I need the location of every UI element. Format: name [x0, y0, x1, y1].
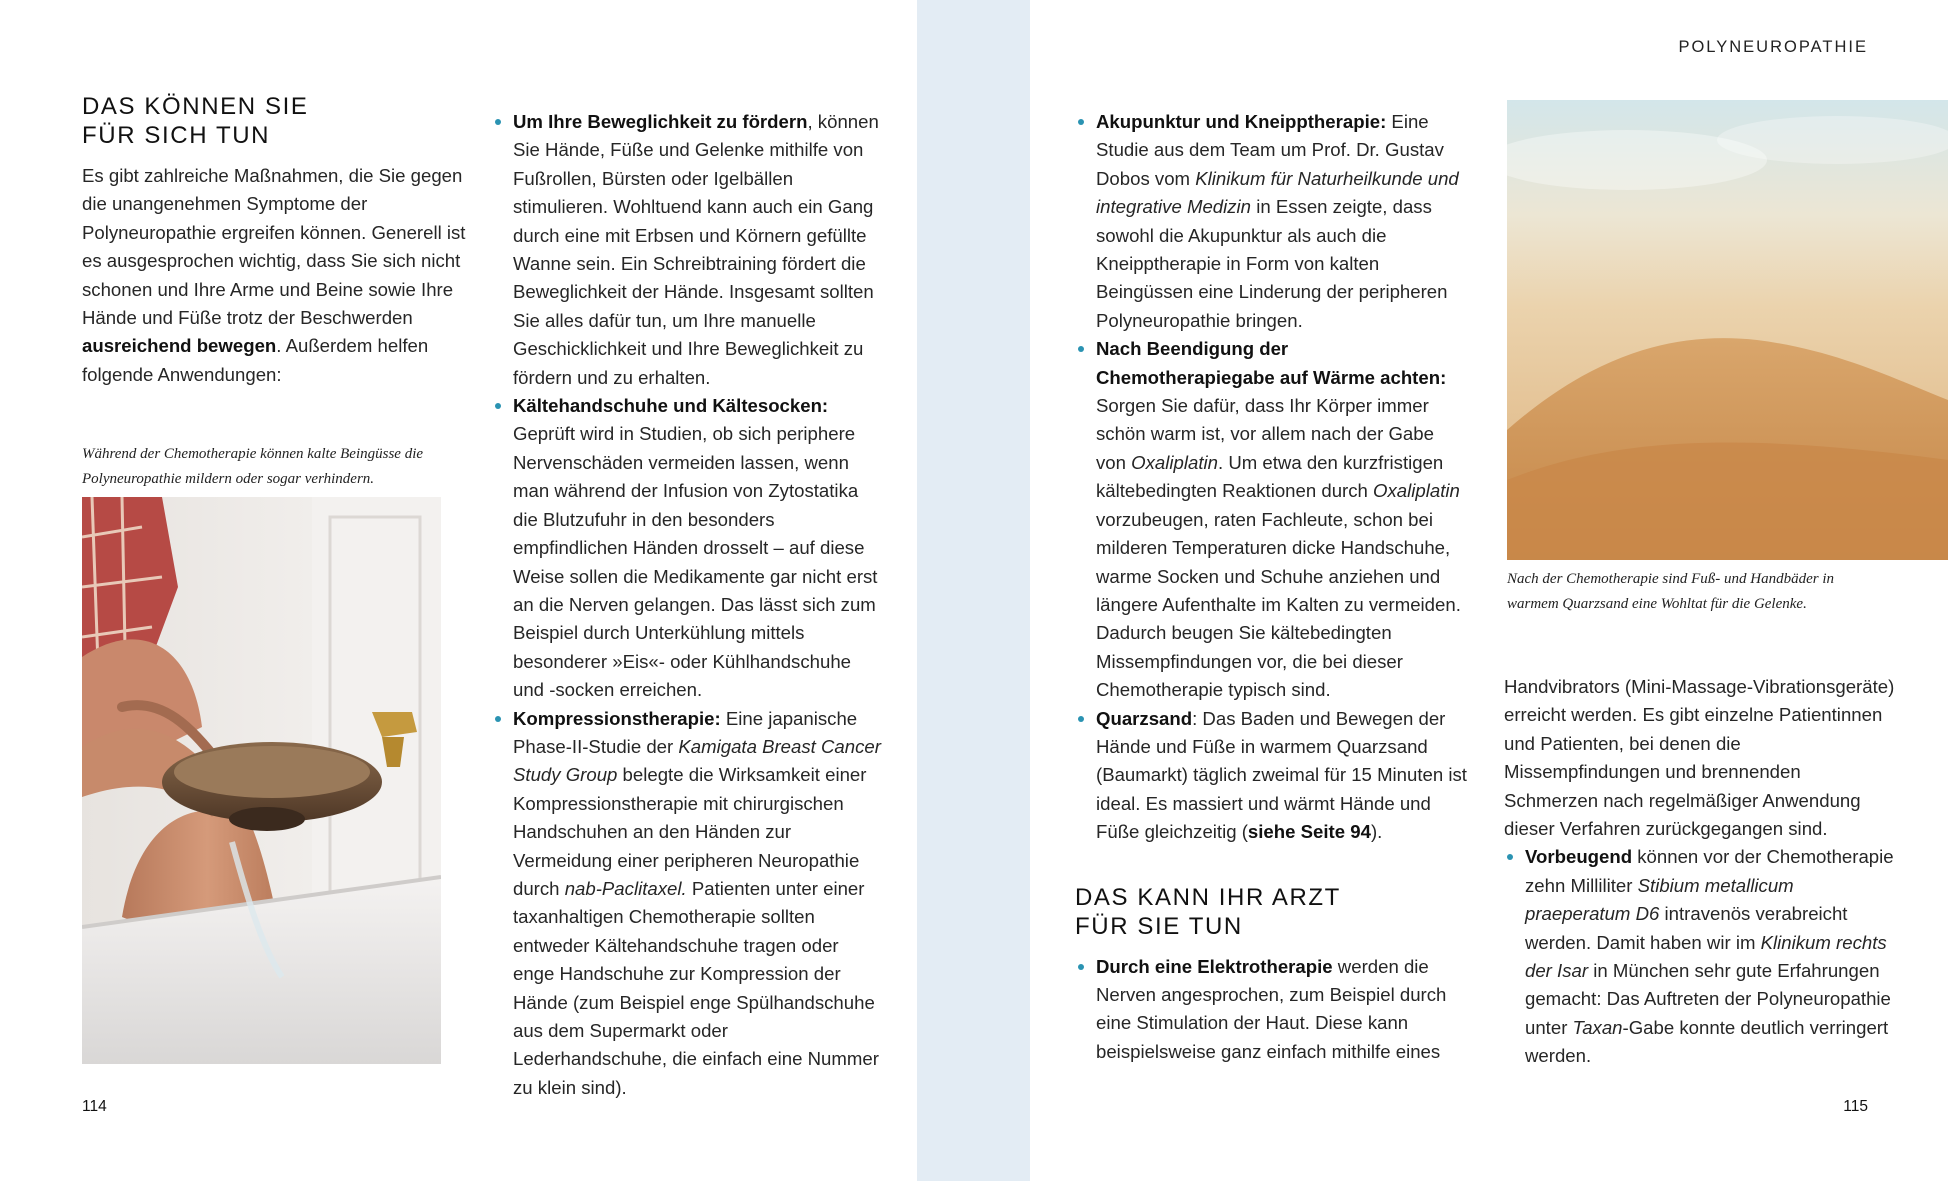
list-item-mobility: Um Ihre Beweglichkeit zu fördern, können Sie Hände, Füße und Gelenke mithilfe von Fußrollen, Bürsten oder Igelbällen stimulieren. Wohltuend kann auch ein Gang durch eine mit Erbsen und Körnern gefüllte Wanne sein. Ein Schreibtraining fördert die Beweglichkeit der Hände. Insgesamt sollten Sie alles dafür tun, um Ihre manuelle Geschicklichkeit und Ihre Beweglichkeit zu fördern und zu erhalten.: [492, 108, 884, 392]
list-item-electrotherapy: Durch eine Elektrotherapie werden die Nerven angesprochen, zum Beispiel durch eine Stimulation der Haut. Diese kann beispielsweise ganz einfach mithilfe eines: [1075, 953, 1467, 1067]
list-item-warmth: Nach Beendigung der Chemotherapiegabe auf Wärme achten: Sorgen Sie dafür, dass Ihr Körper immer schön warm ist, vor allem nach der Gabe von Oxaliplatin. Um etwa den kurzfristigen kältebedingten Reaktionen durch Oxaliplatin vorzubeugen, raten Fachleute, schon bei milderen Temperaturen dicke Handschuhe, warme Socken und Schuhe anziehen und längere Aufenthalte im Kalten zu vermeiden. Dadurch beugen Sie kältebedingten Missempfindungen vor, die bei dieser Chemotherapie typisch sind.: [1075, 335, 1467, 704]
self-care-list-continued: [1075, 108, 1467, 847]
running-head: POLYNEUROPATHIE: [1678, 38, 1868, 56]
list-item-cold-gloves: Kältehandschuhe und Kältesocken: Geprüft wird in Studien, ob sich periphere Nervenschäden vermeiden lassen, wenn man während der Infusion von Zytostatika die Blutzufuhr in den besonders empfindlichen Händen drosselt – auf diese Weise sollen die Medikamente gar nicht erst an die Nerven gelangen. Das lässt sich zum Beispiel durch Unterkühlung mittels besonderer »Eis«- oder Kühlhandschuhe und -socken erreichen.: [492, 392, 884, 704]
column-2: [492, 108, 884, 1102]
column-4: [1504, 673, 1896, 1071]
list-item-compression: Kompressionstherapie: Eine japanische Phase-II-Studie der Kamigata Breast Cancer Study Group belegte die Wirksamkeit einer Kompressionstherapie mit chirurgischen Handschuhen an den Händen zur Vermeidung einer peripheren Neuropathie durch nab-Paclitaxel. Patienten unter einer taxanhaltigen Chemotherapie sollten entweder Kältehandschuhe tragen oder enge Handschuhe zur Kompression der Hände (zum Beispiel enge Spülhandschuhe aus dem Supermarkt oder Lederhandschuhe, die einfach eine Nummer zu klein sind).: [492, 705, 884, 1103]
doctor-list: [1075, 953, 1467, 1067]
list-item-quartz-sand: Quarzsand: Das Baden und Bewegen der Hände und Füße in warmem Quarzsand (Baumarkt) täglich zweimal für 15 Minuten ist ideal. Es massiert und wärmt Hände und Füße gleichzeitig (siehe Seite 94).: [1075, 705, 1467, 847]
electrotherapy-continued: Handvibrators (Mini-Massage-Vibrationsgeräte) erreicht werden. Es gibt einzelne Patientinnen und Patienten, bei denen die Missempfindungen und brennenden Schmerzen nach regelmäßiger Anwendung dieser Verfahren zurückgegangen sind.: [1504, 676, 1895, 840]
page-number-left: 114: [82, 1098, 107, 1115]
photo-caption-sand: Nach der Chemotherapie sind Fuß- und Handbäder in warmem Quarzsand eine Wohltat für die Gelenke.: [1507, 571, 1835, 612]
sand-illustration: [1507, 100, 1948, 560]
footbath-illustration: [82, 497, 441, 1064]
list-item-preventive: Vorbeugend können vor der Chemotherapie zehn Milliliter Stibium metallicum praeperatum D6 intravenös verabreicht werden. Damit haben wir im Klinikum rechts der Isar in München sehr gute Erfahrungen gemacht: Das Auftreten der Polyneuropathie unter Taxan-Gabe konnte deutlich verringert werden.: [1504, 843, 1896, 1070]
doctor-list-continued: [1504, 843, 1896, 1070]
self-care-list: [492, 108, 884, 1102]
photo-caption-footbath: Während der Chemotherapie können kalte Beingüsse die Polyneuropathie mildern oder sogar verhindern.: [82, 446, 424, 487]
column-1: [82, 92, 467, 389]
page-number-right: 115: [1843, 1098, 1868, 1115]
footbath-photo: [82, 497, 441, 1064]
list-item-acupuncture: Akupunktur und Kneipptherapie: Eine Studie aus dem Team um Prof. Dr. Gustav Dobos vom Klinikum für Naturheilkunde und integrative Medizin in Essen zeigte, dass sowohl die Akupunktur als auch die Kneipptherapie in Form von kalten Beingüssen eine Linderung der peripheren Polyneuropathie bringen.: [1075, 108, 1467, 335]
page-gutter: [917, 0, 1030, 1181]
intro-paragraph: Es gibt zahlreiche Maßnahmen, die Sie gegen die unangenehmen Symptome der Polyneuropathie ergreifen können. Generell ist es ausgesprochen wichtig, dass Sie sich nicht schonen und Ihre Arme und Beine sowie Ihre Hände und Füße trotz der Beschwerden ausreichend bewegen. Außerdem helfen folgende Anwendungen:: [82, 165, 466, 385]
section-heading-doctor: DAS KANN IHR ARZT FÜR SIE TUN: [1075, 883, 1341, 940]
column-3: [1075, 108, 1467, 1066]
section-heading-self-care: DAS KÖNNEN SIE FÜR SICH TUN: [82, 93, 309, 149]
quartz-sand-photo: [1507, 100, 1948, 560]
